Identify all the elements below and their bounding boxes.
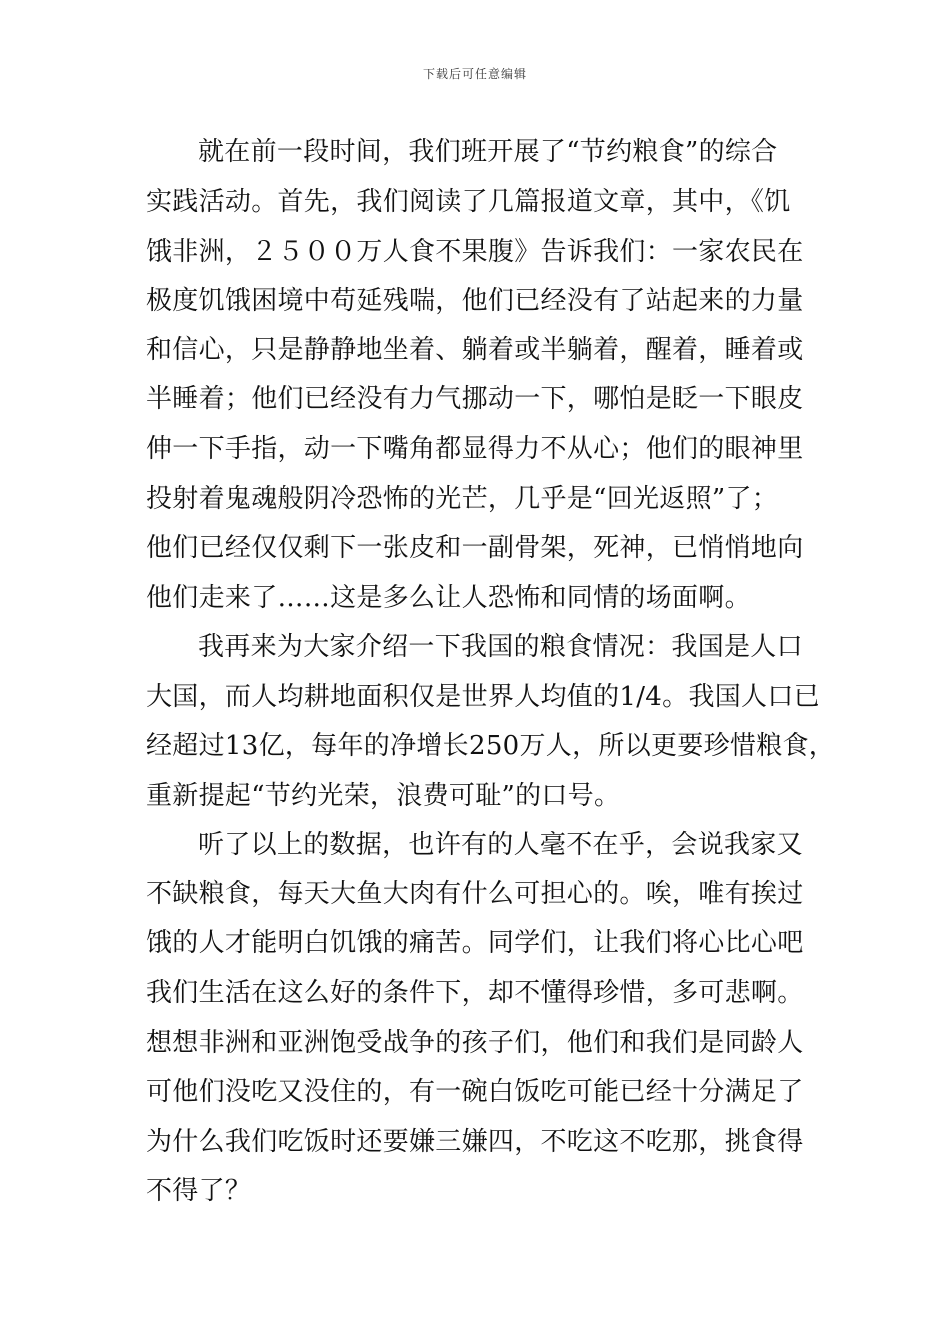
page-header: 下载后可任意编辑: [422, 67, 527, 81]
paragraph-1-line-2: 实践活动。首先，我们阅读了几篇报道文章，其中，《饥: [146, 187, 791, 217]
paragraph-1-line-5: 和信心，只是静静地坐着、躺着或半躺着，醒着，睡着或: [146, 335, 804, 365]
paragraph-2-line-3: 经超过13亿，每年的净增长250万人，所以更要珍惜粮食，: [146, 731, 836, 761]
paragraph-3-line-1: 听了以上的数据，也许有的人毫不在乎，会说我家又: [198, 830, 803, 860]
paragraph-1-line-3: 饿非洲，２５００万人食不果腹》告诉我们：一家农民在: [146, 237, 804, 267]
paragraph-1-line-1: 就在前一段时间，我们班开展了“节约粮食”的综合: [198, 137, 778, 167]
paragraph-3-line-3: 饿的人才能明白饥饿的痛苦。同学们，让我们将心比心吧: [146, 928, 804, 958]
paragraph-2-line-4: 重新提起“节约光荣，浪费可耻”的口号。: [146, 781, 621, 811]
paragraph-1-line-6: 半睡着；他们已经没有力气挪动一下，哪怕是眨一下眼皮: [146, 384, 804, 414]
paragraph-1-line-7: 伸一下手指，动一下嘴角都显得力不从心；他们的眼神里: [146, 434, 804, 464]
paragraph-2-line-1: 我再来为大家介绍一下我国的粮食情况：我国是人口: [198, 632, 803, 662]
paragraph-3-line-5: 想想非洲和亚洲饱受战争的孩子们，他们和我们是同龄人: [146, 1028, 804, 1058]
paragraph-3-line-7: 为什么我们吃饭时还要嫌三嫌四，不吃这不吃那，挑食得: [146, 1127, 804, 1157]
paragraph-1-line-9: 他们已经仅仅剩下一张皮和一副骨架，死神，已悄悄地向: [146, 533, 804, 563]
paragraph-1-line-8: 投射着鬼魂般阴冷恐怖的光芒，几乎是“回光返照”了；: [146, 484, 779, 514]
paragraph-3-line-8: 不得了？: [146, 1176, 252, 1206]
paragraph-1-line-10: 他们走来了……这是多么让人恐怖和同情的场面啊。: [146, 583, 751, 613]
paragraph-2-line-2: 大国，而人均耕地面积仅是世界人均值的1/4。我国人口已: [146, 682, 820, 712]
paragraph-3-line-2: 不缺粮食，每天大鱼大肉有什么可担心的。唉，唯有挨过: [146, 879, 804, 909]
paragraph-3-line-4: 我们生活在这么好的条件下，却不懂得珍惜，多可悲啊。: [146, 978, 804, 1008]
paragraph-3-line-6: 可他们没吃又没住的，有一碗白饭吃可能已经十分满足了: [146, 1077, 804, 1107]
paragraph-1-line-4: 极度饥饿困境中苟延残喘，他们已经没有了站起来的力量: [146, 286, 804, 316]
